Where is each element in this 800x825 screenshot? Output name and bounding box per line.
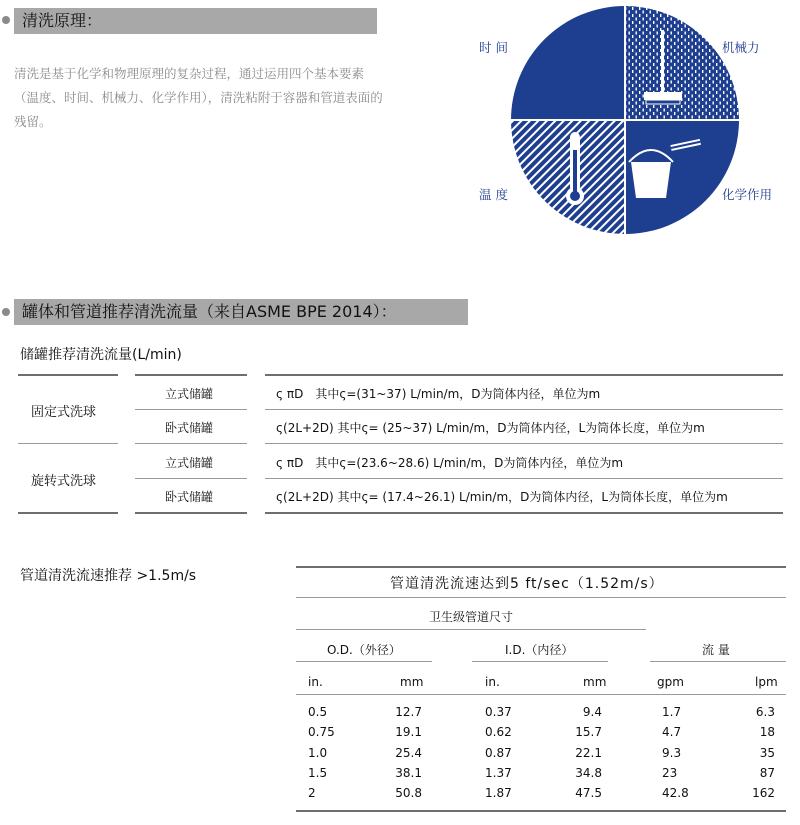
pie-segment-temperature [505, 120, 625, 240]
unit-od-mm: mm [400, 675, 424, 689]
pipe-table-cell: 0.87 [485, 745, 512, 760]
id-header: I.D.（内径） [505, 643, 574, 657]
pipe-table-cell: 34.8 [575, 765, 602, 780]
tank-table-title: 储罐推荐清洗流量(L/min) [20, 347, 182, 363]
pipe-table-cell: 0.5 [308, 705, 328, 719]
tank-formula: ς πD 其中ς=(31~37) L/min/m，D为筒体内径，单位为m [276, 387, 601, 401]
unit-id-in: in. [485, 675, 500, 689]
pipe-table-cell: 18 [759, 725, 775, 740]
flow-header: 流 量 [702, 643, 730, 657]
pipe-table-cell: 87 [759, 765, 775, 780]
pie-label-temperature: 温 度 [479, 187, 508, 202]
pipe-table-cell: 162 [752, 786, 775, 801]
od-header: O.D.（外径） [327, 643, 401, 657]
pipe-table-title: 管道清洗流速达到5 ft/sec（1.52m/s） [390, 576, 664, 592]
unit-lpm: lpm [755, 675, 778, 689]
pipe-table-cell: 25.4 [395, 745, 422, 760]
pipe-table-cell: 12.7 [395, 705, 422, 719]
pipe-table-cell: 1.87 [485, 786, 512, 801]
pie-label-chemical: 化学作用 [722, 187, 773, 202]
pie-label-time: 时 间 [479, 40, 508, 55]
tank-formula: ς(2L+2D) 其中ς= (17.4~26.1) L/min/m，D为筒体内径，L为筒体长度，单位为m [276, 490, 728, 504]
pie-segment-mechanical [625, 0, 745, 120]
pipe-table-cell: 23 [662, 765, 678, 780]
pipe-velocity-label: 管道清洗流速推荐 >1.5m/s [20, 568, 197, 584]
pipe-table-cell: 19.1 [395, 725, 422, 740]
pipe-size-header: 卫生级管道尺寸 [429, 610, 514, 624]
pipe-table-cell: 0.37 [485, 705, 512, 719]
pipe-table-cell: 22.1 [575, 745, 602, 760]
section-title-cleaning-principle: 清洗原理： [22, 11, 103, 30]
pipe-table-cell: 2 [308, 786, 316, 801]
cleaning-description: 清洗是基于化学和物理原理的复杂过程，通过运用四个基本要素（温度、时间、机械力、化学作用），清洗粘附于容器和管道表面的残留。 [14, 66, 383, 129]
pipe-table-cell: 15.7 [575, 725, 602, 740]
tank-group-fixed: 固定式洗球 [31, 405, 97, 420]
pipe-table-cell: 1.37 [485, 765, 512, 780]
pipe-table-cell: 9.3 [662, 745, 682, 760]
section-bullet [2, 16, 10, 24]
pipe-table-cell: 38.1 [395, 765, 422, 780]
pipe-table-cell: 42.8 [662, 786, 689, 801]
pipe-table-cell: 6.3 [755, 705, 775, 719]
tank-type: 立式储罐 [165, 456, 214, 470]
pipe-table-cell: 4.7 [662, 725, 682, 740]
pipe-table-cell: 1.5 [308, 765, 328, 780]
section-bullet [2, 308, 10, 316]
pipe-table-cell: 1.7 [662, 705, 682, 719]
section-title-flow-recommendation: 罐体和管道推荐清洗流量（来自ASME BPE 2014）： [22, 302, 397, 321]
tank-formula: ς πD 其中ς=(23.6~28.6) L/min/m，D为筒体内径，单位为m [276, 456, 624, 470]
unit-id-mm: mm [583, 675, 607, 689]
pipe-table-cell: 50.8 [395, 786, 422, 801]
tank-type: 卧式储罐 [165, 421, 214, 435]
tank-type: 立式储罐 [165, 387, 214, 401]
sinner-circle-diagram [505, 0, 745, 240]
tank-formula: ς(2L+2D) 其中ς= (25~37) L/min/m，D为筒体内径，L为筒体长度，单位为m [276, 421, 705, 435]
pipe-table-cell: 0.75 [308, 725, 335, 740]
pipe-table-cell: 1.0 [308, 745, 328, 760]
pie-label-mechanical: 机械力 [722, 40, 760, 55]
unit-gpm: gpm [657, 675, 684, 689]
pie-segment-time [505, 0, 625, 120]
unit-od-in: in. [308, 675, 323, 689]
pipe-table-cell: 0.62 [485, 725, 512, 740]
pipe-table-cell: 9.4 [582, 705, 602, 719]
tank-type: 卧式储罐 [165, 490, 214, 504]
pipe-table-cell: 47.5 [575, 786, 602, 801]
tank-group-rotary: 旋转式洗球 [31, 474, 97, 489]
pipe-table-cell: 35 [759, 745, 775, 760]
